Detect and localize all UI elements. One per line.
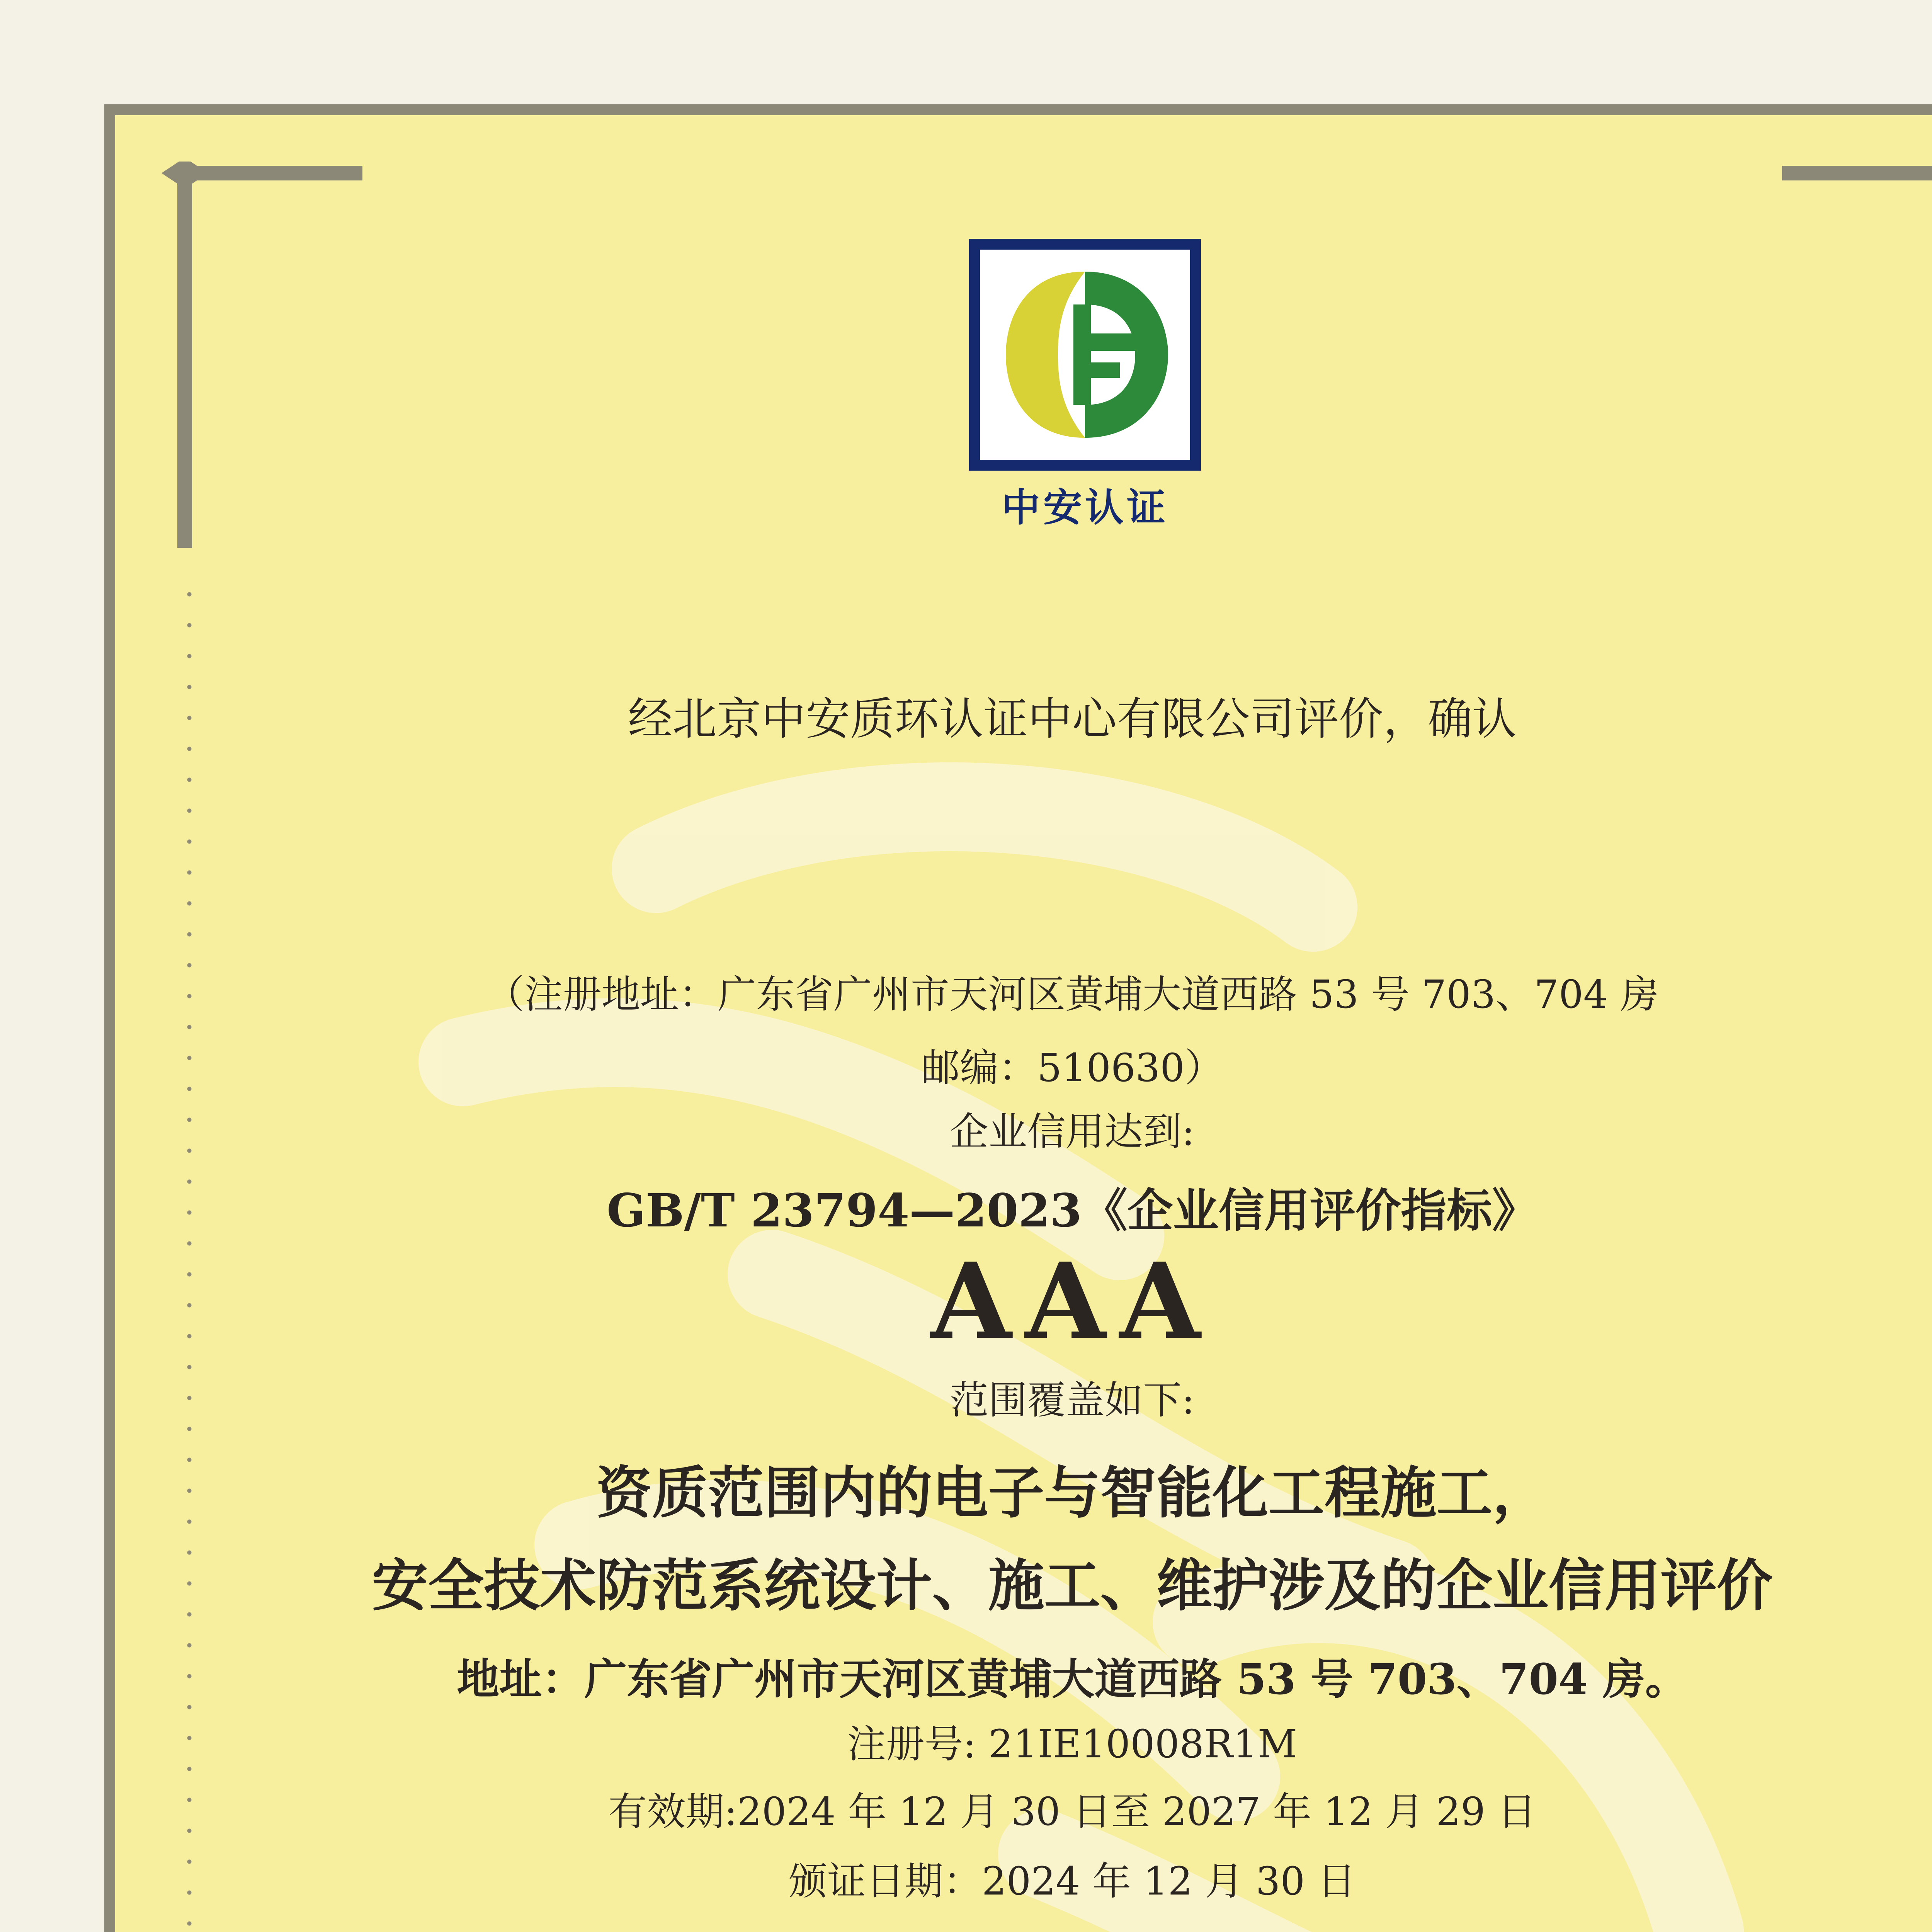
postal-code: 邮编：510630） bbox=[921, 1045, 1223, 1090]
corner-bracket-top-right bbox=[1782, 162, 1932, 548]
validity-period: 有效期:2024 年 12 月 30 日至 2027 年 12 月 29 日 bbox=[608, 1789, 1536, 1834]
credit-grade: AAA bbox=[930, 1240, 1214, 1362]
registered-address: （注册地址：广东省广州市天河区黄埔大道西路 53 号 703、704 房 bbox=[485, 972, 1659, 1017]
company-address: 地址：广东省广州市天河区黄埔大道西路 53 号 703、704 房。 bbox=[457, 1654, 1688, 1704]
certificate-sheet bbox=[104, 104, 1932, 1932]
corner-bracket-top-left bbox=[162, 162, 362, 548]
zazh-logo-icon bbox=[969, 239, 1201, 471]
certificate-intro: 经北京中安质环认证中心有限公司评价，确认 bbox=[628, 693, 1517, 745]
scope-line-1: 资质范围内的电子与智能化工程施工， bbox=[596, 1460, 1549, 1526]
logo-text: 中安认证 bbox=[1002, 485, 1168, 530]
reach-text: 企业信用达到: bbox=[950, 1109, 1195, 1154]
standard-title: GB/T 23794—2023《企业信用评价指标》 bbox=[607, 1184, 1538, 1237]
scope-heading: 范围覆盖如下: bbox=[950, 1378, 1195, 1423]
scope-line-2: 安全技术防范系统设计、施工、维护涉及的企业信用评价 bbox=[372, 1553, 1773, 1619]
registration-number: 注册号: 21IE10008R1M bbox=[847, 1721, 1298, 1767]
issue-date: 颁证日期：2024 年 12 月 30 日 bbox=[789, 1859, 1356, 1904]
